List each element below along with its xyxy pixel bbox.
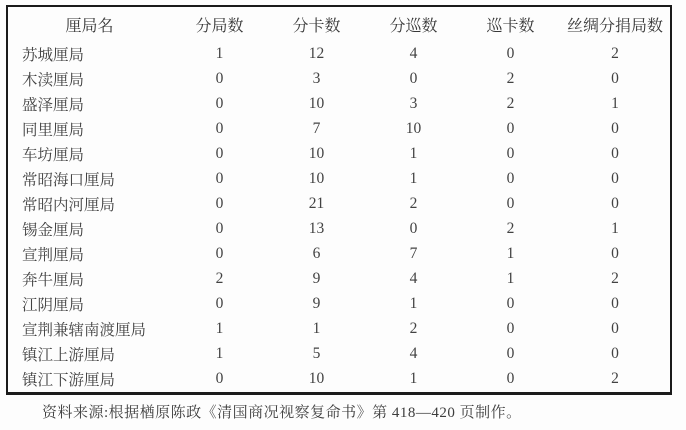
table-row [8,292,671,317]
value-cell: 0 [611,345,619,363]
value-cell: 0 [506,370,515,388]
likin-bureau-table [8,7,671,392]
value-cell: 4 [409,270,418,288]
table-row [8,116,671,141]
value-cell: 10 [308,144,325,162]
value-cell: 1 [215,44,224,62]
value-cell: 9 [312,295,321,313]
table-row [8,66,671,91]
value-cell: 0 [215,169,224,187]
table-row [8,267,671,292]
value-cell: 2 [215,270,224,288]
table-row [8,242,671,267]
table-row [8,41,671,66]
value-cell: 0 [215,295,224,313]
value-cell: 2 [611,44,619,62]
value-cell: 2 [611,370,619,388]
likin-bureau-table-frame [6,5,672,395]
value-cell: 1 [312,320,321,338]
value-cell: 1 [409,169,418,187]
bureau-name-cell: 锡金厘局 [22,221,85,239]
value-cell: 1 [506,245,515,263]
value-cell: 3 [312,69,321,87]
value-cell: 0 [215,370,224,388]
value-cell: 21 [308,194,325,212]
value-cell: 10 [308,370,325,388]
column-header-bureau-name: 厘局名 [65,17,114,35]
value-cell: 0 [506,119,515,137]
value-cell: 0 [506,169,515,187]
bureau-name-cell: 宣荆兼辖南渡厘局 [22,322,147,340]
value-cell: 0 [611,119,619,137]
value-cell: 1 [215,320,224,338]
value-cell: 2 [506,69,515,87]
bureau-name-cell: 车坊厘局 [22,146,85,164]
value-cell: 0 [215,194,224,212]
value-cell: 0 [215,144,224,162]
value-cell: 3 [409,94,418,112]
value-cell: 1 [409,295,418,313]
value-cell: 0 [611,69,619,87]
value-cell: 7 [312,119,321,137]
value-cell: 0 [611,194,619,212]
value-cell: 0 [215,119,224,137]
value-cell: 0 [409,219,418,237]
value-cell: 0 [215,219,224,237]
bureau-name-cell: 镇江上游厘局 [22,347,116,365]
value-cell: 0 [506,144,515,162]
value-cell: 0 [611,169,619,187]
bureau-name-cell: 盛泽厘局 [22,96,85,114]
table-row [8,166,671,191]
value-cell: 4 [409,44,418,62]
value-cell: 0 [215,69,224,87]
source-note: 资料来源:根据楢原陈政《清国商况视察复命书》第 418—420 页制作。 [42,405,522,421]
bureau-name-cell: 同里厘局 [22,121,85,139]
bureau-name-cell: 木渎厘局 [22,71,85,89]
column-header: 分局数 [195,17,244,35]
table-row [8,342,671,367]
bureau-name-cell: 苏城厘局 [22,46,85,64]
table-body [8,41,671,392]
bureau-name-cell: 宣荆厘局 [22,247,85,265]
bureau-name-cell: 奔牛厘局 [22,272,85,290]
table-header [8,7,671,41]
bureau-name-cell: 江阴厘局 [22,297,85,315]
value-cell: 1 [409,370,418,388]
table-row [8,317,671,342]
value-cell: 0 [611,245,619,263]
value-cell: 2 [611,270,619,288]
value-cell: 1 [611,219,619,237]
value-cell: 0 [215,245,224,263]
value-cell: 1 [409,144,418,162]
value-cell: 2 [409,320,418,338]
bureau-name-cell: 常昭内河厘局 [22,196,116,214]
table-row [8,216,671,241]
value-cell: 2 [506,94,515,112]
value-cell: 1 [215,345,224,363]
value-cell: 6 [312,245,321,263]
column-header: 丝绸分捐局数 [566,17,663,35]
value-cell: 1 [611,94,619,112]
value-cell: 12 [308,44,325,62]
value-cell: 0 [506,345,515,363]
value-cell: 0 [506,320,515,338]
column-header: 分巡数 [389,17,438,35]
value-cell: 10 [405,119,422,137]
value-cell: 13 [308,219,325,237]
value-cell: 0 [409,69,418,87]
value-cell: 0 [611,144,619,162]
value-cell: 0 [611,320,619,338]
value-cell: 10 [308,169,325,187]
table-row [8,367,671,392]
value-cell: 0 [506,295,515,313]
value-cell: 0 [506,194,515,212]
value-cell: 9 [312,270,321,288]
value-cell: 1 [506,270,515,288]
table-row [8,91,671,116]
value-cell: 7 [409,245,418,263]
value-cell: 10 [308,94,325,112]
value-cell: 0 [506,44,515,62]
column-header: 巡卡数 [486,17,535,35]
value-cell: 0 [611,295,619,313]
value-cell: 0 [215,94,224,112]
table-row [8,191,671,216]
header-row [8,7,671,41]
value-cell: 5 [312,345,321,363]
column-header: 分卡数 [292,17,341,35]
bureau-name-cell: 常昭海口厘局 [22,171,116,189]
value-cell: 2 [506,219,515,237]
value-cell: 2 [409,194,418,212]
table-row [8,141,671,166]
bureau-name-cell: 镇江下游厘局 [22,372,116,390]
value-cell: 4 [409,345,418,363]
